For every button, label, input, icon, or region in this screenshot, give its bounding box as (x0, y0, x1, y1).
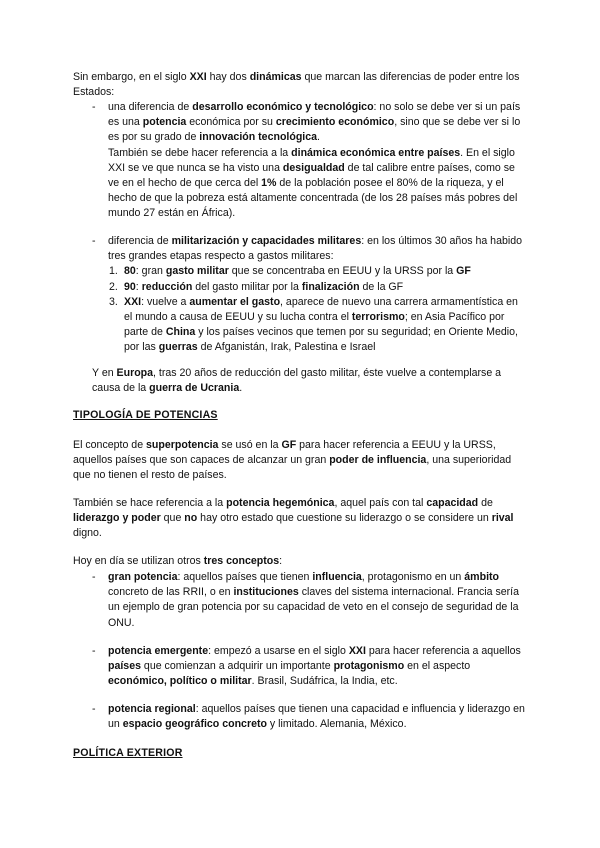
etapa-xxi: 3. XXI: vuelve a aumentar el gasto, aparece de nuevo una carrera armamentística en el mundo a causa de EEUU y su lucha contra el terrorismo; en Asia Pacífico por parte de China y los países vecinos que temen por su seguridad; en Oriente Medio, por las guerras de Afganistán, Irak, Palestina e Israel (109, 295, 518, 354)
etapa-90: 2. 90: reducción del gasto militar por la finalización de la GF (109, 280, 404, 293)
bullet-gran-potencia (92, 570, 528, 631)
dash-marker: - (92, 571, 96, 583)
dash-marker: - (92, 703, 96, 715)
heading-politica-exterior: POLÍTICA EXTERIOR (73, 747, 183, 759)
heading-tipologia: TIPOLOGÍA DE POTENCIAS (73, 409, 218, 421)
hegemonica-paragraph: También se hace referencia a la potencia hegemónica, aquel país con tal capacidad de liderazgo y poder que no hay otro estado que cuestione su liderazgo o se considere un rival digno. (73, 497, 514, 540)
desigualdad-text: También se debe hacer referencia a la dinámica económica entre países. En el siglo XXI se ve que nunca se ha visto una desigualdad de tal calibre entre países, como se ve en el hecho de que cerca del 1% de la población posee el 80% de la riqueza, y el hecho de que la pobreza está altamente concentrada (de los 28 países más pobres del mundo 27 están en África). (108, 146, 518, 220)
bullet-militarizacion (92, 234, 528, 407)
bullet-potencia-regional (92, 702, 528, 732)
gran-potencia-text: gran potencia: aquellos países que tienen influencia, protagonismo en un ámbito concreto de las RRII, o en instituciones claves del sistema internacional. Francia sería un ejemplo de gran potencia por su capacidad de veto en el consejo de seguridad de la ONU. (108, 571, 519, 629)
dash-marker: - (92, 235, 96, 247)
europa-text: Y en Europa, tras 20 años de reducción del gasto militar, éste vuelve a contemplarse a causa de la guerra de Ucrania. (92, 367, 502, 395)
desarrollo-text: una diferencia de desarrollo económico y tecnológico: no solo se debe ver si un país es una potencia económica por su crecimiento económico, sino que se debe ver si lo es por su grado de innovación tecnológica. (108, 101, 521, 144)
dash-marker: - (92, 645, 96, 657)
etapa-80: 1. 80: gran gasto militar que se concentraba en EEUU y la URSS por la GF (109, 265, 471, 278)
bullet-desarrollo (92, 100, 528, 222)
intro-paragraph: Sin embargo, en el siglo XXI hay dos dinámicas que marcan las diferencias de poder entre los Estados: (73, 71, 520, 99)
conceptos-paragraph: Hoy en día se utilizan otros tres conceptos: (73, 555, 283, 567)
superpotencia-paragraph: El concepto de superpotencia se usó en la GF para hacer referencia a EEUU y la URSS, aquellos países que son capaces de alcanzar un gran poder de influencia, una superioridad que no tienen el resto de países. (73, 439, 512, 482)
potencia-emergente-text: potencia emergente: empezó a usarse en el siglo XXI para hacer referencia a aquellos países que comienzan a adquirir un importante protagonismo en el aspecto económico, político o militar. Brasil, Sudáfrica, la India, etc. (108, 645, 521, 688)
bullet-potencia-emergente (92, 644, 528, 690)
dash-marker: - (92, 101, 96, 113)
etapas-list (92, 264, 528, 355)
potencia-regional-text: potencia regional: aquellos países que tienen una capacidad e influencia y liderazgo en un espacio geográfico concreto y limitado. Alemania, México. (108, 703, 525, 731)
militarizacion-text: diferencia de militarización y capacidades militares: en los últimos 30 años ha habido tres grandes etapas respecto a gastos militares: (108, 235, 522, 263)
